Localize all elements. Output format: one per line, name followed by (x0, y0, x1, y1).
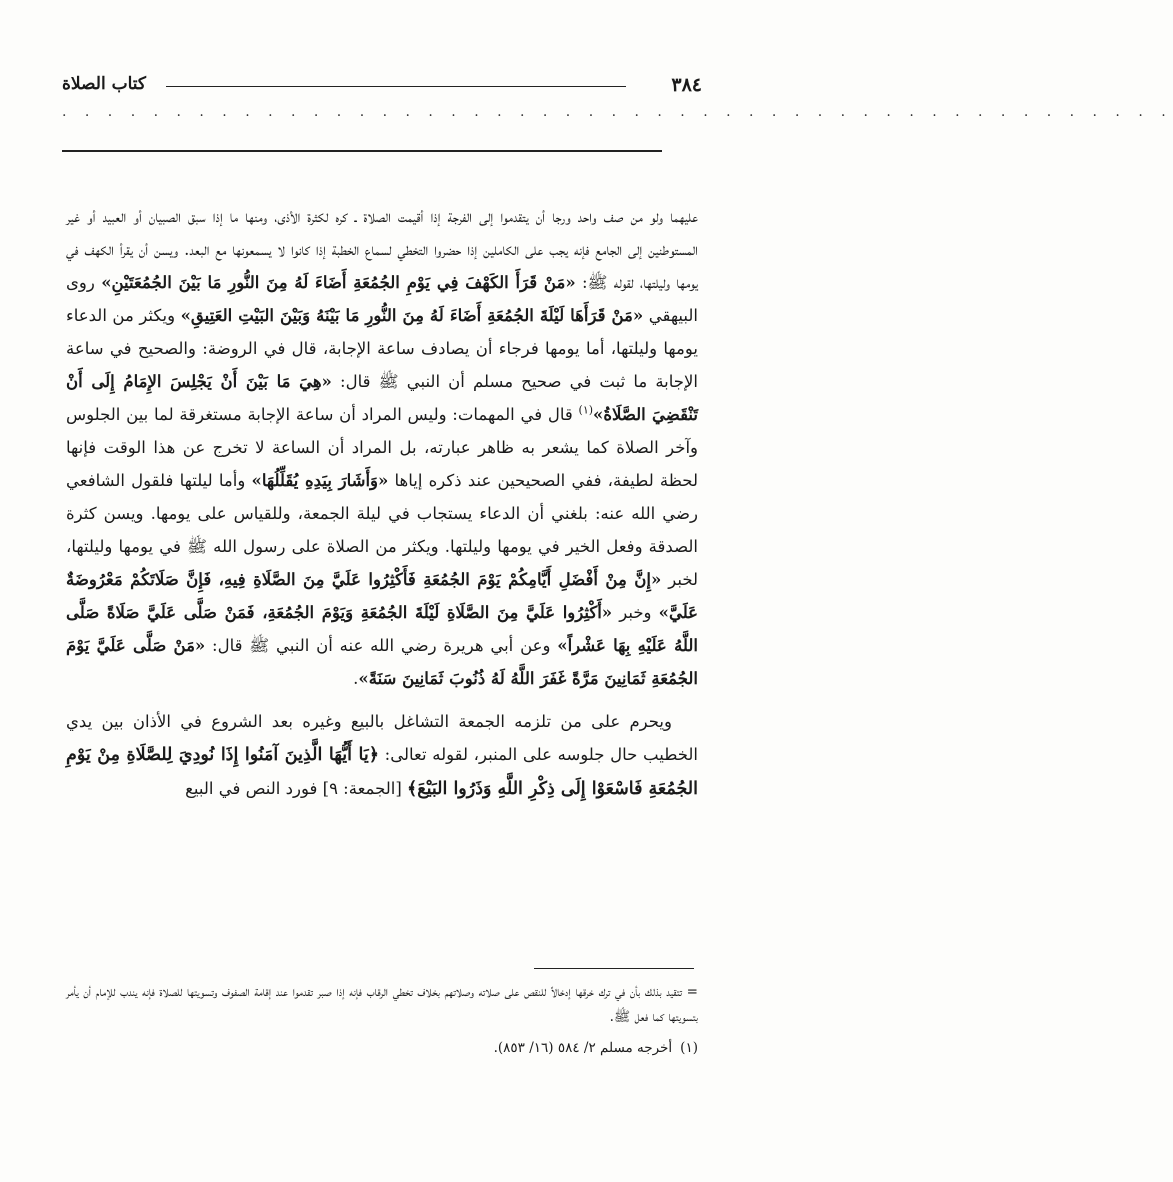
text-span: وخبر (612, 603, 659, 622)
footnote-text: أخرجه مسلم ٢/ ٥٨٤ (١٦/ ٨٥٣). (493, 1040, 673, 1056)
hadith-quote: «إِنَّ مِنْ أَفْضَلِ أَيَّامِكُمْ يَوْمَ الجُمُعَةِ فَأَكْثِرُوا عَلَيَّ مِنَ الصَّلَاةِ فِيهِ، فَإِنَّ صَلَاتَكُمْ مَعْرُوضَةٌ عَلَيَّ» (66, 570, 698, 622)
hadith-quote: «مَنْ قَرَأَ الكَهْفَ فِي يَوْمِ الجُمُعَةِ أَضَاءَ لَهُ مِنَ النُّورِ مَا بَيْنَ الجُمُعَتَيْنِ» (101, 273, 576, 292)
text-span: . (353, 669, 359, 688)
footnote-reference: (١) (578, 403, 594, 417)
text-span: ويحرم على من تلزمه الجمعة التشاغل بالبيع وغيره بعد الشروع في الأذان بين يدي الخطيب حال جلوسه على المنبر، لقوله تعالى: (66, 712, 698, 764)
top-rule (62, 150, 662, 152)
footnote-continuation: = تتقيد بذلك بأن في ترك خرقها إدخالاً للنقص على صلاته وصلاتهم بخلاف تخطي الرقاب فإنه إذا صبر تقدموا عند إقامة الصفوف وتسويتها للصلاة فإنه يندب للإمام أن يأمر بتسويتها كما فعل ﷺ. (66, 984, 698, 1025)
hadith-quote: «مَنْ قَرَأَهَا لَيْلَةَ الجُمُعَةِ أَضَاءَ لَهُ مِنَ النُّورِ مَا بَيْنَهُ وَبَيْنَ البَيْتِ العَتِيقِ» (180, 306, 644, 325)
quran-verse: ﴿يَا أَيُّهَا الَّذِينَ آمَنُوا إِذَا نُودِيَ لِلصَّلَاةِ مِنْ يَوْمِ الجُمُعَةِ فَاسْعَوْا إِلَى ذِكْرِ اللَّهِ وَذَرُوا البَيْعَ﴾ (66, 745, 698, 799)
dotted-line: . . . . . . . . . . . . . . . . . . . . . . . . . . . . . . . . . . . . . . . . . . . . . . . . . (62, 104, 1173, 120)
header-rule (166, 86, 626, 87)
footnotes (66, 980, 698, 1061)
text-span: روى البيهقي (66, 273, 698, 325)
book-title: كتاب الصلاة (62, 74, 147, 94)
paragraph-2 (66, 705, 698, 806)
page-number: ٣٨٤ (671, 74, 702, 96)
text-span: عليهما ولو من صف واحد ورجا أن يتقدموا إلى الفرجة إذا أقيمت الصلاة ـ كره لكثرة الأذى، ومنها ما إذا سبق الصبيان أو العبيد أو غير المستوطنين إلى الجامع فإنه يجب على الكاملين إذا حضروا التخطي لسماع الخطبة إذا كانوا لا يسمعونها مع البعد. ويسن أن يقرأ الكهف في يومها وليلتها، لقوله ﷺ: (66, 207, 698, 292)
text-span: [الجمعة: ٩] فورد النص في البيع (185, 779, 408, 798)
hadith-quote: «وَأَشَارَ بِيَدِهِ يُقَلِّلُهَا» (251, 471, 389, 490)
text-span: ويكثر من الدعاء يومها وليلتها، أما يومها فرجاء أن يصادف ساعة الإجابة، قال في الروضة: والصحيح في ساعة الإجابة ما ثبت في صحيح مسلم أن النبي ﷺ قال: (66, 306, 698, 391)
running-header (62, 72, 702, 102)
paragraph-1 (66, 200, 698, 695)
text-span: وأما ليلتها فلقول الشافعي رضي الله عنه: بلغني أن الدعاء يستجاب في ليلة الجمعة، وللقياس على يومها. ويسن كثرة الصدقة وفعل الخير في يومها وليلتها. ويكثر من الصلاة على رسول الله ﷺ في يومها وليلتها، لخبر (66, 471, 698, 589)
footnote-mark: (١) (680, 1040, 698, 1056)
hadith-quote: «أَكْثِرُوا عَلَيَّ مِنَ الصَّلَاةِ لَيْلَةَ الجُمُعَةِ وَيَوْمَ الجُمُعَةِ، فَمَنْ صَلَّى عَلَيَّ صَلَاةً صَلَّى اللَّهُ عَلَيْهِ بِهَا عَشْراً» (66, 603, 698, 655)
footnote-rule (534, 968, 694, 969)
text-span: وعن أبي هريرة رضي الله عنه أن النبي ﷺ قال: (205, 636, 558, 655)
hadith-quote: «مَنْ صَلَّى عَلَيَّ يَوْمَ الجُمُعَةِ ثَمَانِينَ مَرَّةً غَفَرَ اللَّهُ لَهُ ذُنُوبَ ثَمَانِينَ سَنَةً» (66, 636, 698, 688)
footnote-1 (66, 1036, 698, 1061)
text-span: قال في المهمات: وليس المراد أن ساعة الإجابة مستغرقة لما بين الجلوس وآخر الصلاة كما يشعر به ظاهر عبارته، بل المراد أن الساعة لا تخرج عن هذا الوقت فإنها لحظة لطيفة، ففي الصحيحين عند ذكره إياها (66, 405, 698, 490)
main-text (66, 200, 698, 806)
hadith-quote: «هِيَ مَا بَيْنَ أَنْ يَجْلِسَ الإِمَامُ إِلَى أَنْ تَنْقَضِيَ الصَّلَاةُ» (66, 372, 698, 424)
